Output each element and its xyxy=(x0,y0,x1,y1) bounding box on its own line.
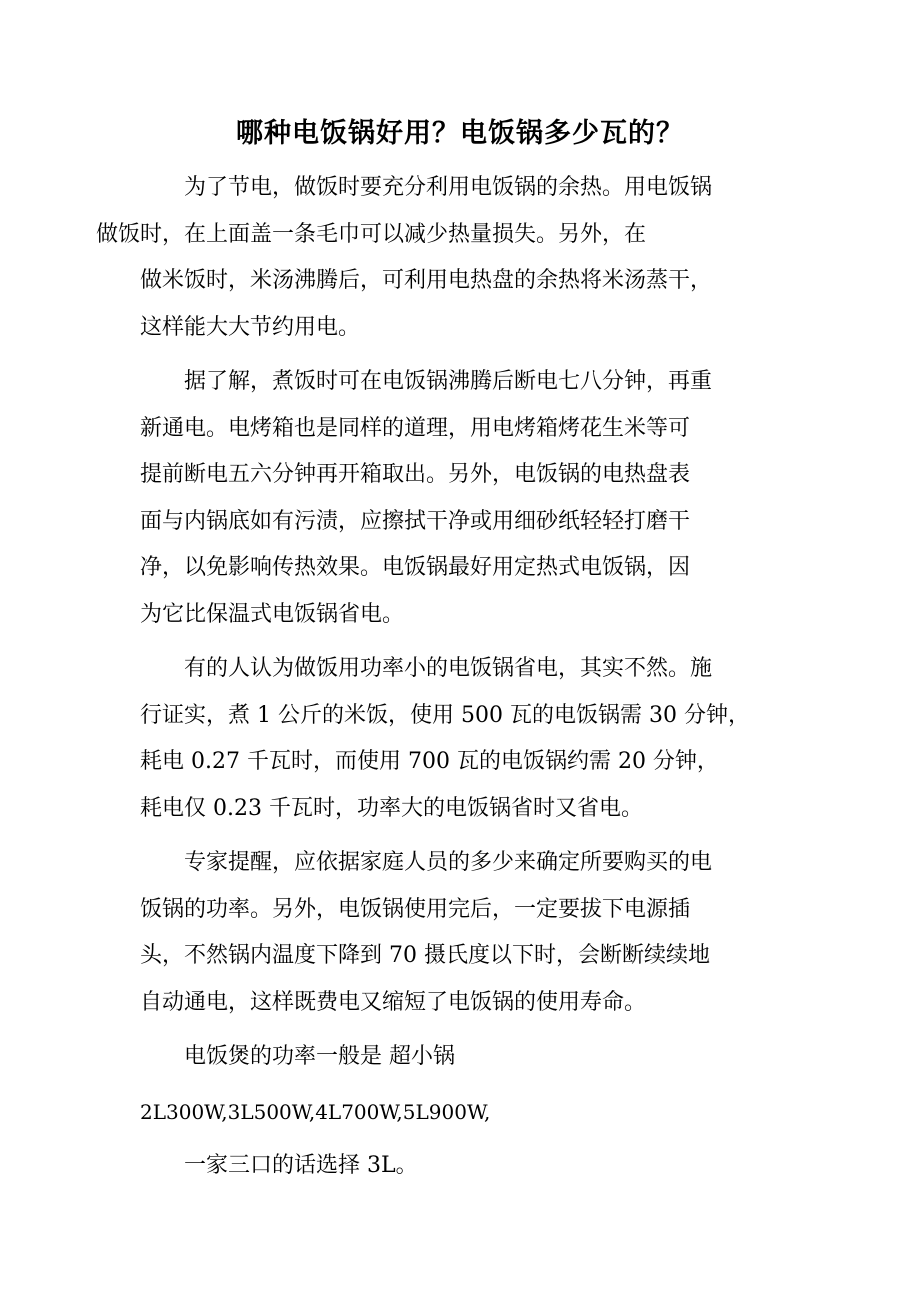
paragraph-line: 电饭煲的功率一般是 超小锅 xyxy=(184,1044,455,1069)
paragraph-1 xyxy=(96,165,780,351)
paragraph-5 xyxy=(140,1034,780,1081)
document-title: 哪种电饭锅好用？电饭锅多少瓦的？ xyxy=(236,118,684,149)
document-body xyxy=(96,165,780,1190)
paragraph-line: 为了节电，做饭时要充分利用电饭锅的余热。用电饭锅 xyxy=(184,175,713,200)
paragraph-line: 有的人认为做饭用功率小的电饭锅省电，其实不然。施 xyxy=(184,656,713,681)
paragraph-line: 头，不然锅内温度下降到 70 摄氏度以下时，会断断续续地 xyxy=(140,943,710,968)
paragraph-2 xyxy=(140,359,780,638)
paragraph-line: 这样能大大节约用电。 xyxy=(140,314,361,340)
paragraph-7 xyxy=(140,1143,780,1190)
paragraph-line: 为它比保温式电饭锅省电。 xyxy=(140,601,405,627)
paragraph-3 xyxy=(140,646,780,832)
paragraph-line: 做饭时，在上面盖一条毛巾可以减少热量损失。另外，在 xyxy=(96,221,647,247)
paragraph-line: 饭锅的功率。另外，电饭锅使用完后，一定要拔下电源插 xyxy=(140,896,691,922)
paragraph-line: 净，以免影响传热效果。电饭锅最好用定热式电饭锅，因 xyxy=(140,555,691,580)
paragraph-line: 2L300W,3L500W,4L700W,5L900W, xyxy=(140,1099,491,1124)
paragraph-line: 耗电仅 0.23 千瓦时，功率大的电饭锅省时又省电。 xyxy=(140,795,643,821)
paragraph-line: 据了解，煮饭时可在电饭锅沸腾后断电七八分钟，再重 xyxy=(184,369,713,394)
paragraph-line: 耗电 0.27 千瓦时，而使用 700 瓦的电饭锅约需 20 分钟， xyxy=(140,749,719,774)
paragraph-line: 一家三口的话选择 3L。 xyxy=(184,1153,418,1178)
paragraph-line: 行证实，煮 1 公斤的米饭，使用 500 瓦的电饭锅需 30 分钟， xyxy=(140,702,750,728)
paragraph-line: 做米饭时，米汤沸腾后，可利用电热盘的余热将米汤蒸干， xyxy=(140,268,713,293)
paragraph-line: 新通电。电烤箱也是同样的道理，用电烤箱烤花生米等可 xyxy=(140,415,691,441)
paragraph-line: 面与内锅底如有污渍，应擦拭干净或用细砂纸轻轻打磨干 xyxy=(140,508,691,534)
paragraph-line: 自动通电，这样既费电又缩短了电饭锅的使用寿命。 xyxy=(140,989,647,1015)
paragraph-6 xyxy=(140,1089,780,1136)
paragraph-line: 专家提醒，应依据家庭人员的多少来确定所要购买的电 xyxy=(184,850,713,875)
paragraph-4 xyxy=(140,840,780,1026)
paragraph-line: 提前断电五六分钟再开箱取出。另外，电饭锅的电热盘表 xyxy=(140,462,691,487)
